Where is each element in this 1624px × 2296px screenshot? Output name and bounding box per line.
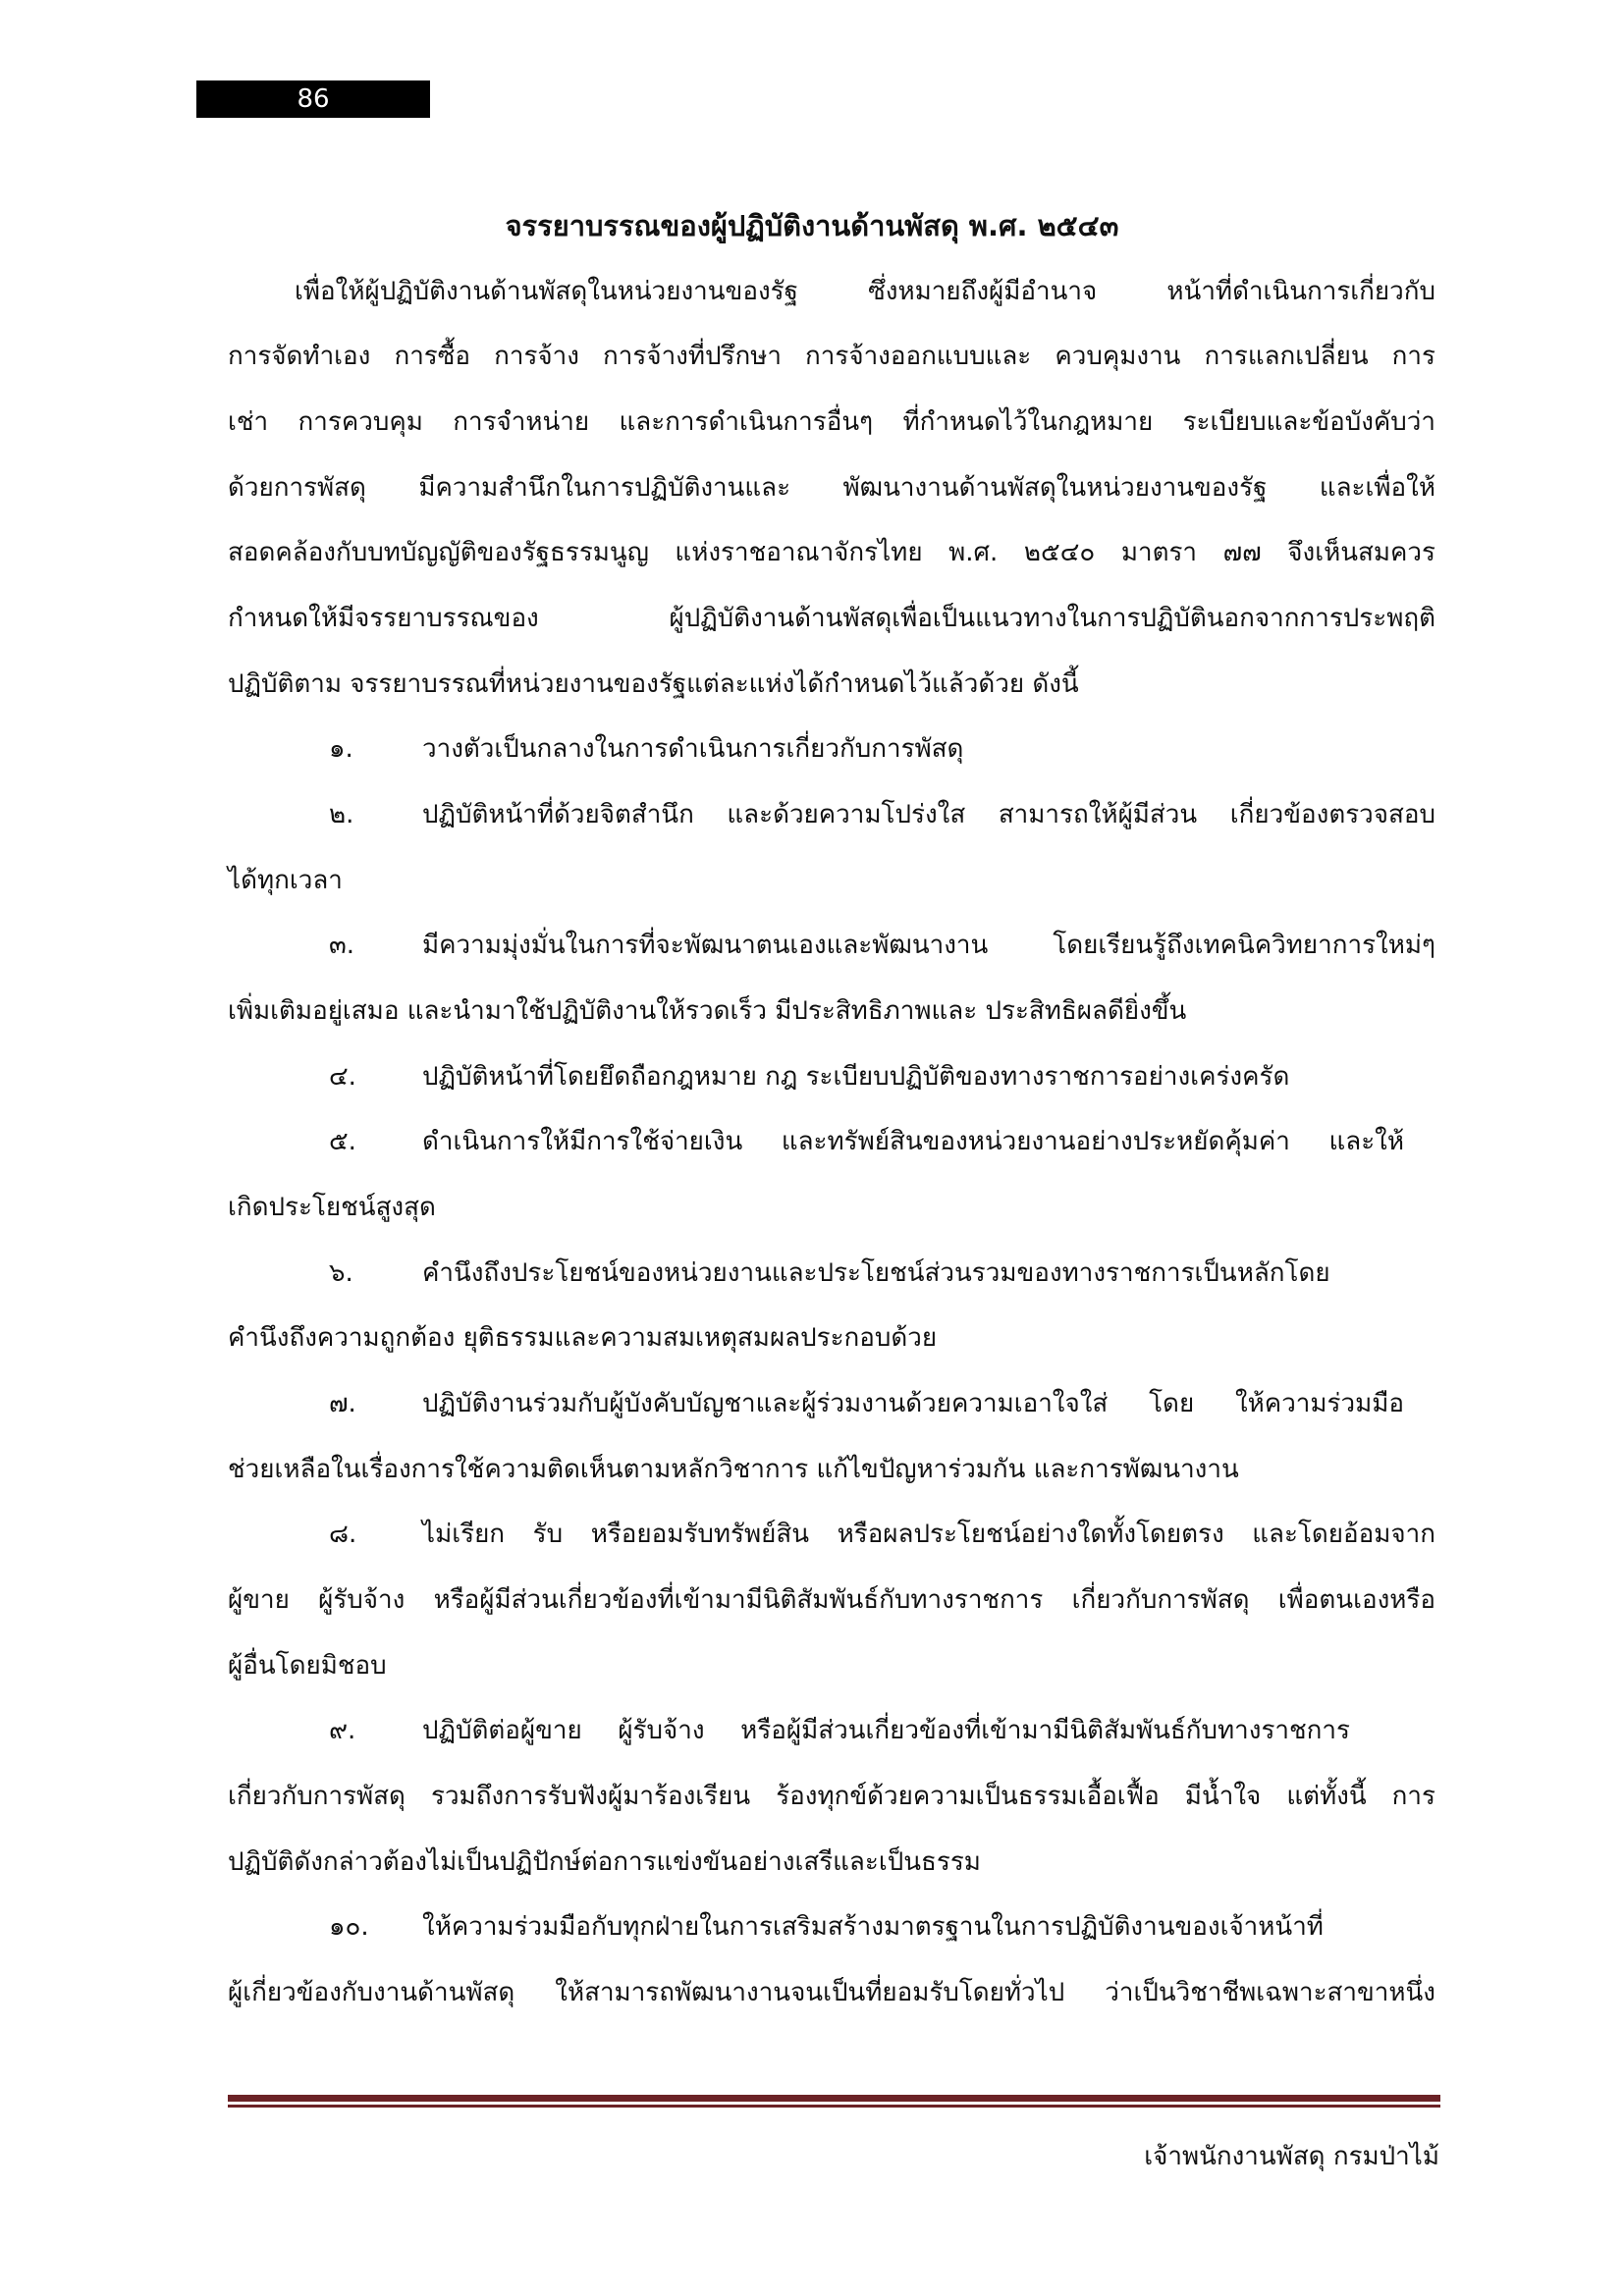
- item-text: คำนึงถึงประโยชน์ของหน่วยงานและประโยชน์ส่วนรวมของทางราชการเป็นหลักโดย: [422, 1258, 1330, 1288]
- intro-line: เพื่อให้ผู้ปฏิบัติงานด้านพัสดุในหน่วยงานของรัฐ ซึ่งหมายถึงผู้มีอำนาจ หน้าที่ดำเนินการเกี่ยวกับ: [295, 277, 1435, 306]
- intro-line: ด้วยการพัสดุ มีความสำนึกในการปฏิบัติงานและ พัฒนางานด้านพัสดุในหน่วยงานของรัฐ และเพื่อให้: [228, 473, 1435, 503]
- item-number: ๖.: [329, 1258, 353, 1288]
- intro-line: กำหนดให้มีจรรยาบรรณของ ผู้ปฏิบัติงานด้านพัสดุเพื่อเป็นแนวทางในการปฏิบัตินอกจากการประพฤติ: [228, 604, 1435, 633]
- item-text: วางตัวเป็นกลางในการดำเนินการเกี่ยวกับการพัสดุ: [422, 734, 964, 764]
- item-text: เกิดประโยชน์สูงสุด: [228, 1193, 436, 1222]
- item-number: ๒.: [329, 800, 354, 829]
- intro-line: เช่า การควบคุม การจำหน่าย และการดำเนินการอื่นๆ ที่กำหนดไว้ในกฎหมาย ระเบียบและข้อบังคับว่า: [228, 407, 1435, 437]
- item-text: เกี่ยวกับการพัสดุ รวมถึงการรับฟังผู้มาร้องเรียน ร้องทุกข์ด้วยความเป็นธรรมเอื้อเฟื้อ มีน้ำใจ แต่ทั้งนี้ การ: [228, 1782, 1435, 1811]
- document-title: จรรยาบรรณของผู้ปฏิบัติงานด้านพัสดุ พ.ศ. ๒๕๔๓: [505, 209, 1119, 242]
- intro-line: การจัดทำเอง การซื้อ การจ้าง การจ้างที่ปรึกษา การจ้างออกแบบและ ควบคุมงาน การแลกเปลี่ยน การ: [228, 342, 1435, 371]
- item-number: ๗.: [329, 1389, 356, 1418]
- item-text: ปฏิบัติดังกล่าวต้องไม่เป็นปฏิปักษ์ต่อการแข่งขันอย่างเสรีและเป็นธรรม: [228, 1847, 981, 1877]
- item-text: ผู้เกี่ยวข้องกับงานด้านพัสดุ ให้สามารถพัฒนางานจนเป็นที่ยอมรับโดยทั่วไป ว่าเป็นวิชาชีพเฉพาะสาขาหนึ่ง: [228, 1978, 1435, 2007]
- item-number: ๑๐.: [329, 1912, 369, 1942]
- footer-rule-thick: [228, 2095, 1440, 2102]
- item-text: คำนึงถึงความถูกต้อง ยุติธรรมและความสมเหตุสมผลประกอบด้วย: [228, 1323, 938, 1353]
- item-text: ปฏิบัติงานร่วมกับผู้บังคับบัญชาและผู้ร่วมงานด้วยความเอาใจใส่ โดย ให้ความร่วมมือ: [422, 1389, 1404, 1418]
- item-text: ผู้ขาย ผู้รับจ้าง หรือผู้มีส่วนเกี่ยวข้องที่เข้ามามีนิติสัมพันธ์กับทางราชการ เกี่ยวกับการพัสดุ เพื่อตนเองหรือ: [228, 1585, 1435, 1615]
- item-text: ปฏิบัติหน้าที่ด้วยจิตสำนึก และด้วยความโปร่งใส สามารถให้ผู้มีส่วน เกี่ยวข้องตรวจสอบ: [422, 800, 1435, 829]
- intro-line: สอดคล้องกับบทบัญญัติของรัฐธรรมนูญ แห่งราชอาณาจักรไทย พ.ศ. ๒๕๔๐ มาตรา ๗๗ จึงเห็นสมควร: [228, 538, 1435, 567]
- item-text: ปฏิบัติหน้าที่โดยยึดถือกฎหมาย กฎ ระเบียบปฏิบัติของทางราชการอย่างเคร่งครัด: [422, 1062, 1290, 1092]
- item-number: ๕.: [329, 1127, 356, 1156]
- item-number: ๘.: [329, 1520, 357, 1549]
- item-text: เพิ่มเติมอยู่เสมอ และนำมาใช้ปฏิบัติงานให้รวดเร็ว มีประสิทธิภาพและ ประสิทธิผลดียิ่งขึ้น: [228, 996, 1187, 1026]
- item-text: ให้ความร่วมมือกับทุกฝ่ายในการเสริมสร้างมาตรฐานในการปฏิบัติงานของเจ้าหน้าที่: [422, 1912, 1324, 1942]
- footer-text: เจ้าพนักงานพัสดุ กรมป่าไม้: [1144, 2142, 1439, 2171]
- item-number: ๔.: [329, 1062, 356, 1092]
- page-number: 86: [196, 80, 430, 118]
- item-text: มีความมุ่งมั่นในการที่จะพัฒนาตนเองและพัฒนางาน โดยเรียนรู้ถึงเทคนิควิทยาการใหม่ๆ: [422, 931, 1435, 960]
- item-number: ๓.: [329, 931, 355, 960]
- item-text: ไม่เรียก รับ หรือยอมรับทรัพย์สิน หรือผลประโยชน์อย่างใดทั้งโดยตรง และโดยอ้อมจาก: [422, 1520, 1435, 1549]
- intro-line: ปฏิบัติตาม จรรยาบรรณที่หน่วยงานของรัฐแต่ละแห่งได้กำหนดไว้แล้วด้วย ดังนี้: [228, 669, 1079, 699]
- item-text: ปฏิบัติต่อผู้ขาย ผู้รับจ้าง หรือผู้มีส่วนเกี่ยวข้องที่เข้ามามีนิติสัมพันธ์กับทางราชการ: [422, 1716, 1350, 1745]
- item-text: ได้ทุกเวลา: [228, 866, 343, 895]
- item-number: ๑.: [329, 734, 353, 764]
- item-text: ช่วยเหลือในเรื่องการใช้ความติดเห็นตามหลักวิชาการ แก้ไขปัญหาร่วมกัน และการพัฒนางาน: [228, 1455, 1239, 1484]
- item-text: ผู้อื่นโดยมิชอบ: [228, 1651, 387, 1681]
- footer-rule-thin: [228, 2105, 1440, 2108]
- item-number: ๙.: [329, 1716, 356, 1745]
- item-text: ดำเนินการให้มีการใช้จ่ายเงิน และทรัพย์สินของหน่วยงานอย่างประหยัดคุ้มค่า และให้: [422, 1127, 1404, 1156]
